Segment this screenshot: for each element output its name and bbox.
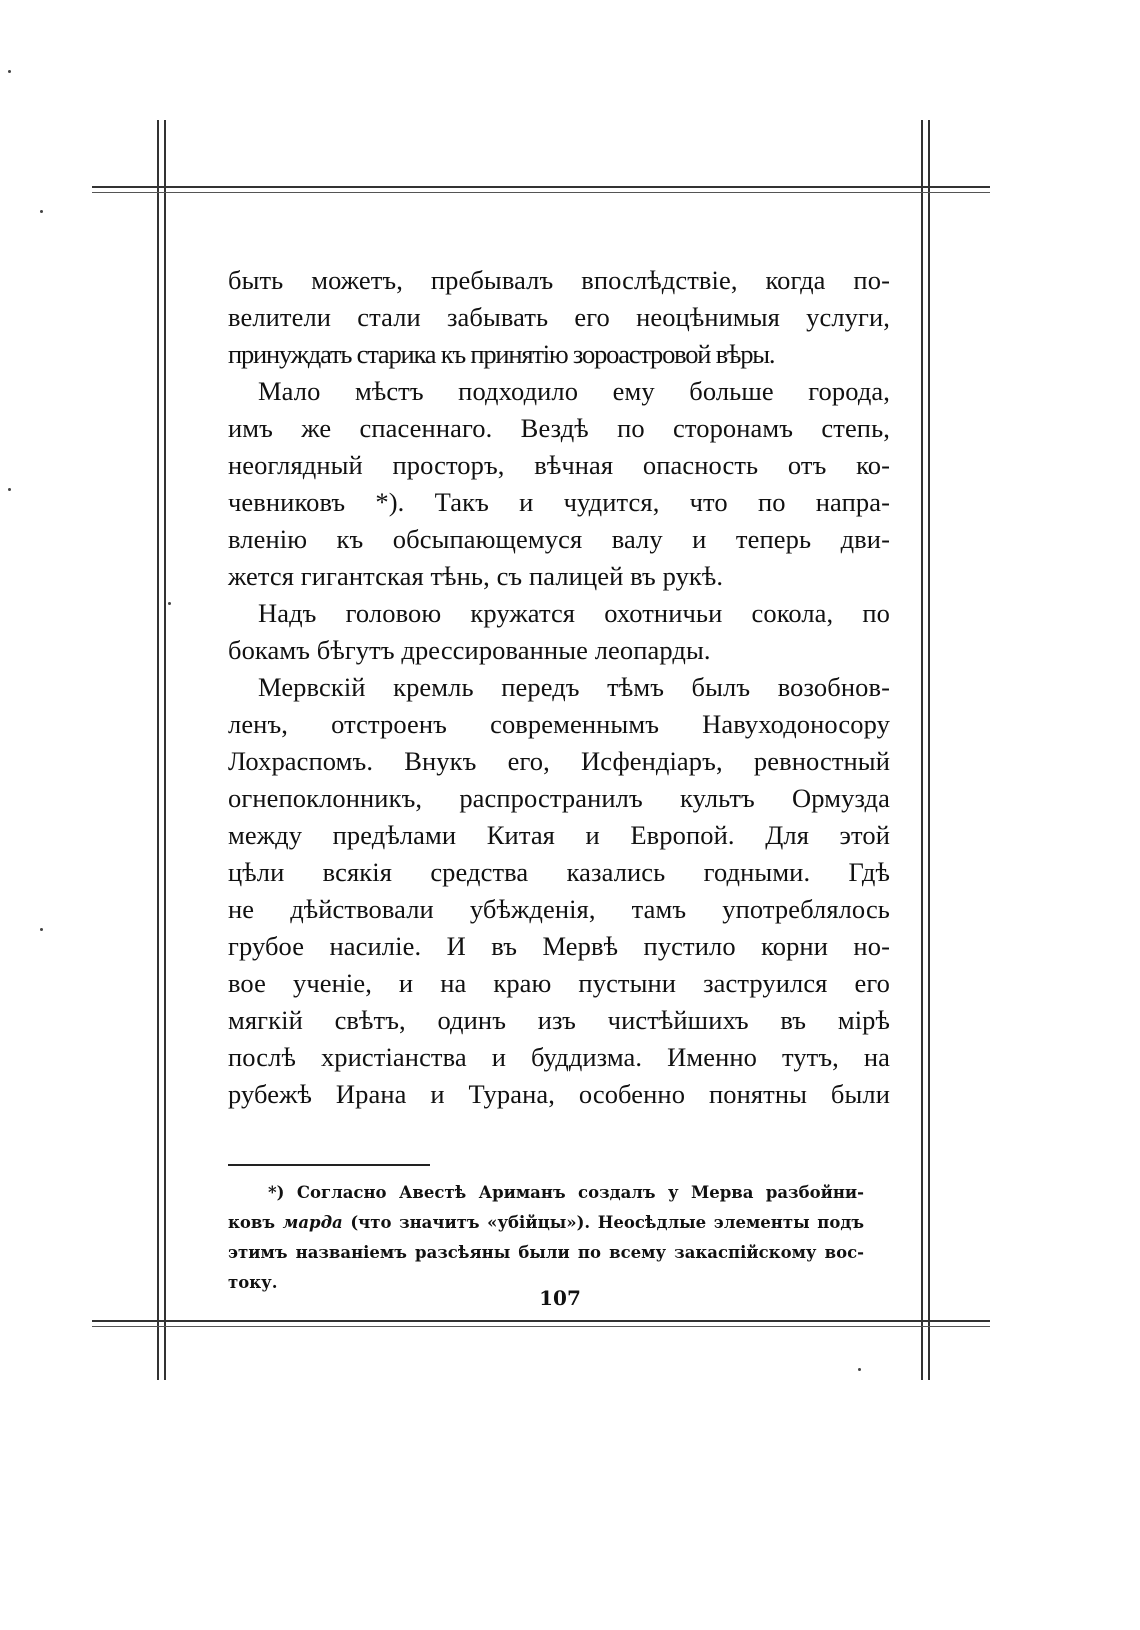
footnote-line: *) Согласно Авестѣ Ариманъ создалъ у Мерва разбойни- — [268, 1183, 864, 1202]
text-line: принуждать старика къ принятію зороастровой вѣры. — [228, 339, 775, 369]
frame-bottom-rule-inner — [92, 1326, 990, 1327]
text-line: бокамъ бѣгутъ дрессированные леопарды. — [228, 635, 711, 665]
text-line: вленію къ обсыпающемуся валу и теперь дви- — [228, 524, 890, 554]
text-line: не дѣйствовали убѣжденія, тамъ употреблялось — [228, 894, 890, 924]
footnote-line: ковъ марда (что значитъ «убійцы»). Неосѣдлые элементы подъ — [228, 1213, 864, 1232]
frame-right-inner — [921, 120, 923, 1380]
text-line: велители стали забывать его неоцѣнимыя услуги, — [228, 302, 890, 332]
text-line: жется гигантская тѣнь, съ палицей въ рукѣ. — [228, 561, 724, 591]
text-line: послѣ христіанства и буддизма. Именно тутъ, на — [228, 1042, 890, 1072]
frame-left-outer — [157, 120, 159, 1380]
scan-speck — [40, 210, 43, 213]
text-line: огнепоклонникъ, распространилъ культъ Ормузда — [228, 783, 890, 813]
scan-speck — [40, 928, 43, 931]
scan-speck — [8, 488, 11, 491]
text-line: мягкій свѣтъ, одинъ изъ чистѣйшихъ въ мірѣ — [228, 1005, 890, 1035]
scan-speck — [168, 602, 171, 605]
footnote-line: этимъ названіемъ разсѣяны были по всему закаспійскому вос- — [228, 1243, 864, 1262]
scan-speck — [8, 70, 11, 73]
footnote-rule — [228, 1164, 430, 1166]
frame-bottom-rule — [92, 1320, 990, 1322]
text-line: Мало мѣстъ подходило ему больше города, — [258, 376, 890, 406]
frame-left-inner — [164, 120, 166, 1380]
text-line: быть можетъ, пребывалъ впослѣдствіе, когда по- — [228, 265, 890, 295]
body-text — [228, 262, 890, 1113]
text-line: Лохраспомъ. Внукъ его, Исфендіаръ, ревностный — [228, 746, 890, 776]
text-line: чевниковъ *). Такъ и чудится, что по напра- — [228, 487, 890, 517]
text-line: вое ученіе, и на краю пустыни заструился его — [228, 968, 890, 998]
frame-top-rule — [92, 186, 990, 188]
footnote — [228, 1178, 864, 1298]
text-line: Надъ головою кружатся охотничьи сокола, по — [258, 598, 890, 628]
text-line: неоглядный просторъ, вѣчная опасность отъ ко- — [228, 450, 890, 480]
text-line: Мервскій кремль передъ тѣмъ былъ возобнов- — [258, 672, 890, 702]
footnote-line: току. — [228, 1273, 278, 1292]
frame-right-outer — [928, 120, 930, 1380]
text-line: имъ же спасеннаго. Вездѣ по сторонамъ степь, — [228, 413, 890, 443]
scan-speck — [858, 1368, 861, 1371]
text-line: грубое насиліе. И въ Мервѣ пустило корни но- — [228, 931, 890, 961]
page-number: 107 — [539, 1286, 581, 1310]
frame-top-rule-inner — [92, 192, 990, 193]
text-line: рубежѣ Ирана и Турана, особенно понятны были — [228, 1079, 890, 1109]
text-line: цѣли всякія средства казались годными. Гдѣ — [228, 857, 890, 887]
text-line: ленъ, отстроенъ современнымъ Навуходоносору — [228, 709, 890, 739]
footnote-italic-term: марда — [282, 1213, 343, 1232]
text-line: между предѣлами Китая и Европой. Для этой — [228, 820, 890, 850]
